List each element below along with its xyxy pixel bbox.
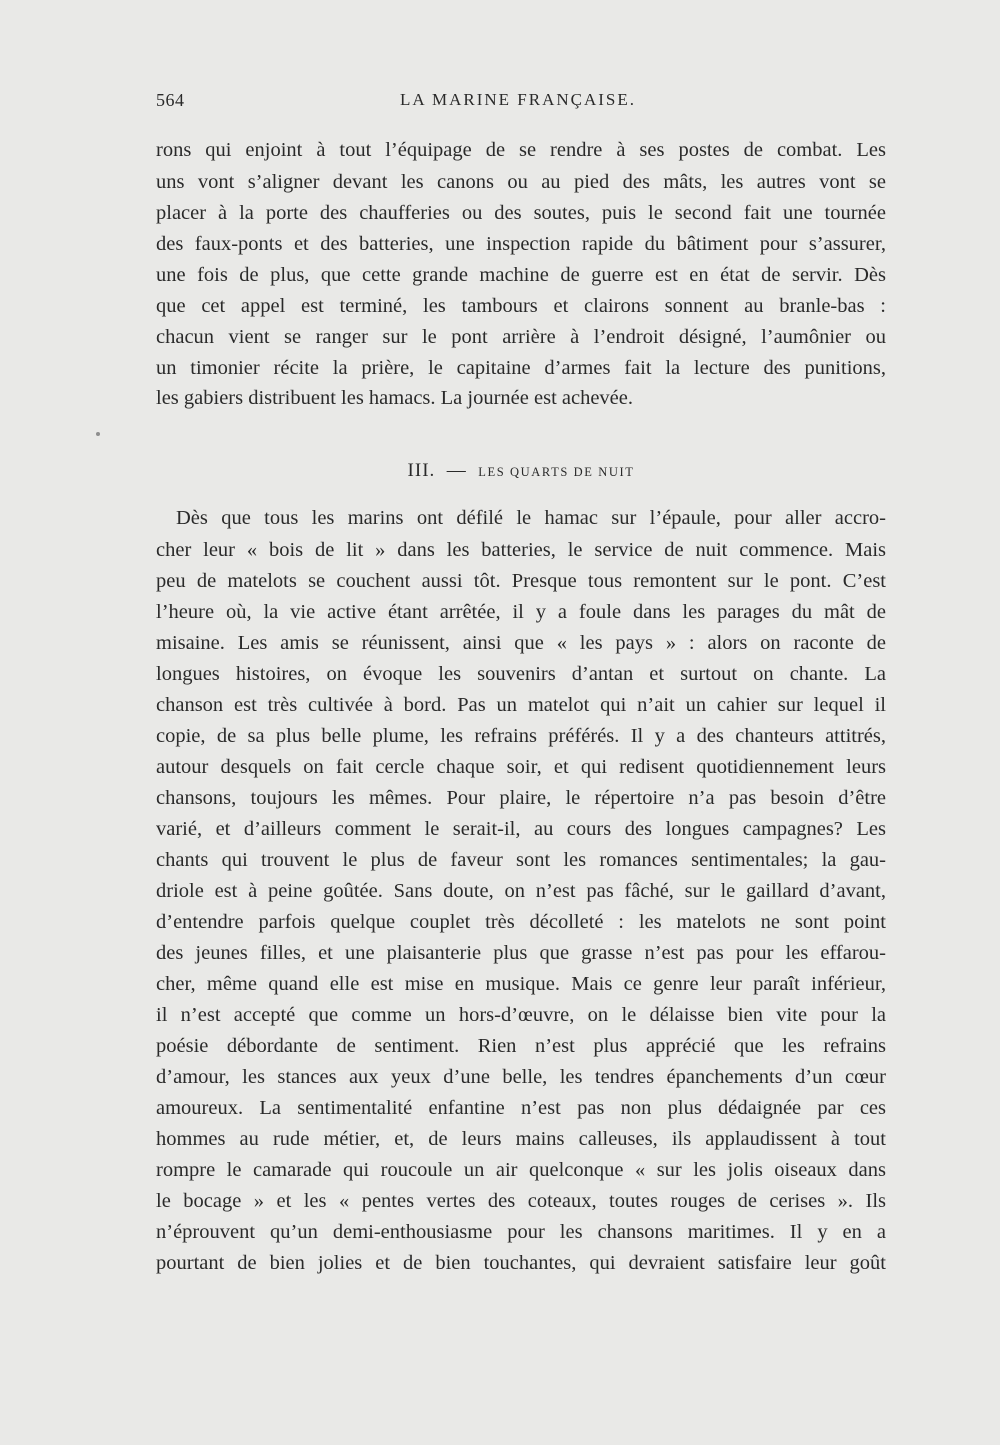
text-line: des faux-ponts et des batteries, une inspection rapide du bâtiment pour s’assurer,: [156, 233, 886, 255]
text-line: rons qui enjoint à tout l’équipage de se rendre à ses postes de combat. Les: [156, 139, 886, 161]
text-line: une fois de plus, que cette grande machine de guerre est en état de servir. Dès: [156, 264, 886, 286]
text-line: misaine. Les amis se réunissent, ainsi que « les pays » : alors on raconte de: [156, 632, 886, 654]
text-line: n’éprouvent qu’un demi-enthousiasme pour les chansons maritimes. Il y en a: [156, 1221, 886, 1243]
text-line: le bocage » et les « pentes vertes des coteaux, toutes rouges de cerises ». Ils: [156, 1190, 886, 1212]
text-line: varié, et d’ailleurs comment le serait-il, au cours des longues campagnes? Les: [156, 818, 886, 840]
text-line: un timonier récite la prière, le capitaine d’armes fait la lecture des punitions,: [156, 357, 886, 379]
text-line: d’amour, les stances aux yeux d’une belle, les tendres épanchements d’un cœur: [156, 1066, 886, 1088]
text-line: uns vont s’aligner devant les canons ou au pied des mâts, les autres vont se: [156, 171, 886, 193]
text-line: cher leur « bois de lit » dans les batteries, le service de nuit commence. Mais: [156, 539, 886, 561]
text-line: placer à la porte des chaufferies ou des soutes, puis le second fait une tournée: [156, 202, 886, 224]
text-line: l’heure où, la vie active étant arrêtée, il y a foule dans les parages du mât de: [156, 601, 886, 623]
text-line: chants qui trouvent le plus de faveur sont les romances sentimentales; la gau-: [156, 849, 886, 871]
text-line: amoureux. La sentimentalité enfantine n’est pas non plus dédaignée par ces: [156, 1097, 886, 1119]
text-line: cher, même quand elle est mise en musique. Mais ce genre leur paraît inférieur,: [156, 973, 886, 995]
text-line: chansons, toujours les mêmes. Pour plaire, le répertoire n’a pas besoin d’être: [156, 787, 886, 809]
text-line: peu de matelots se couchent aussi tôt. Presque tous remontent sur le pont. C’est: [156, 570, 886, 592]
paper-speck: [96, 432, 100, 436]
text-line: hommes au rude métier, et, de leurs mains calleuses, ils applaudissent à tout: [156, 1128, 886, 1150]
text-line: des jeunes filles, et une plaisanterie plus que grasse n’est pas pour les effarou-: [156, 942, 886, 964]
page-number: 564: [156, 90, 185, 110]
section-title: LES QUARTS DE NUIT: [478, 465, 635, 479]
text-line: il n’est accepté que comme un hors-d’œuvre, on le délaisse bien vite pour la: [156, 1004, 886, 1026]
text-line: d’entendre parfois quelque couplet très décolleté : les matelots ne sont point: [156, 911, 886, 933]
text-line: les gabiers distribuent les hamacs. La journée est achevée.: [156, 387, 634, 409]
text-line: copie, de sa plus belle plume, les refrains préférés. Il y a des chanteurs attitrés,: [156, 725, 886, 747]
running-title: LA MARINE FRANÇAISE.: [400, 90, 636, 109]
text-line: pourtant de bien jolies et de bien touchantes, qui devraient satisfaire leur goût: [156, 1252, 886, 1274]
text-line: Dès que tous les marins ont défilé le hamac sur l’épaule, pour aller accro-: [176, 507, 886, 529]
page-header: [156, 90, 880, 116]
text-line: que cet appel est terminé, les tambours et clairons sonnent au branle-bas :: [156, 295, 886, 317]
text-line: driole est à peine goûtée. Sans doute, on n’est pas fâché, sur le gaillard d’avant,: [156, 880, 886, 902]
text-line: longues histoires, on évoque les souvenirs d’antan et surtout on chante. La: [156, 663, 886, 685]
text-line: autour desquels on fait cercle chaque soir, et qui redisent quotidiennement leurs: [156, 756, 886, 778]
text-line: rompre le camarade qui roucoule un air quelconque « sur les jolis oiseaux dans: [156, 1159, 886, 1181]
text-line: poésie débordante de sentiment. Rien n’est plus apprécié que les refrains: [156, 1035, 886, 1057]
section-number: III.: [407, 460, 436, 481]
text-line: chanson est très cultivée à bord. Pas un matelot qui n’ait un cahier sur lequel il: [156, 694, 886, 716]
section-dash: —: [446, 460, 467, 481]
text-line: chacun vient se ranger sur le pont arrière à l’endroit désigné, l’aumônier ou: [156, 326, 886, 348]
section-heading: [156, 460, 886, 490]
